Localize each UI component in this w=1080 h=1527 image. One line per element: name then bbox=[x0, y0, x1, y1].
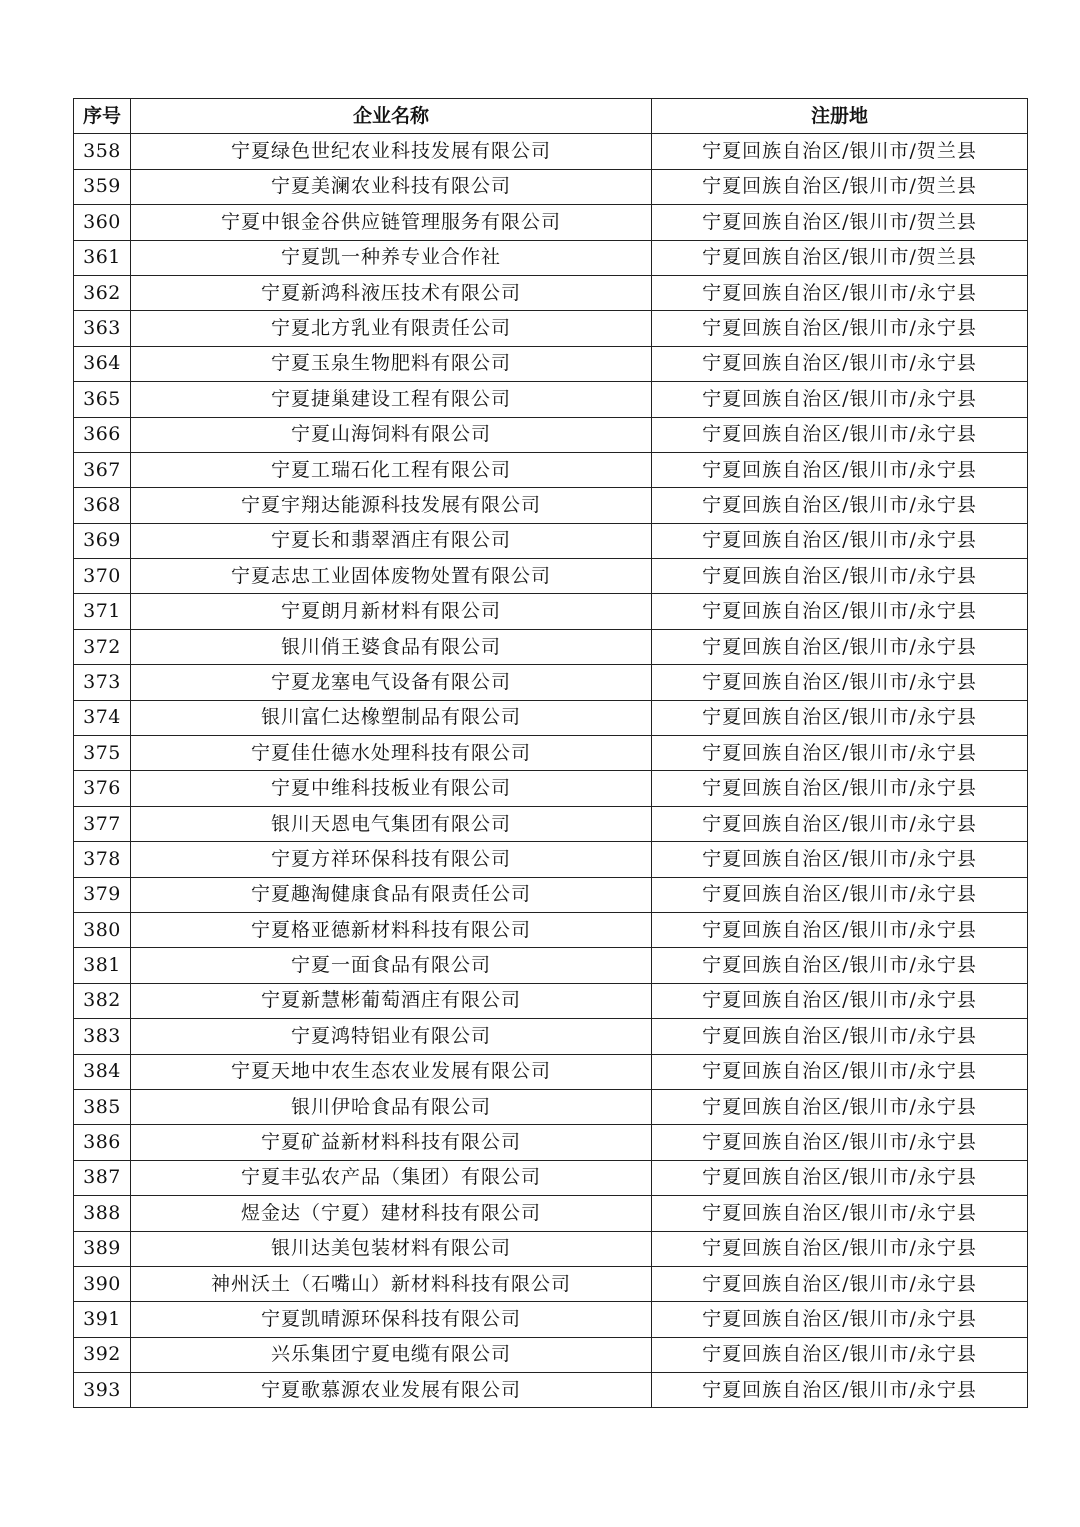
table-row bbox=[74, 346, 1028, 381]
table-row bbox=[74, 559, 1028, 594]
cell-enterprise-name: 宁夏美澜农业科技有限公司 bbox=[131, 169, 652, 204]
cell-enterprise-name: 宁夏工瑞石化工程有限公司 bbox=[131, 452, 652, 487]
cell-enterprise-name: 宁夏绿色世纪农业科技发展有限公司 bbox=[131, 134, 652, 169]
cell-registered-location: 宁夏回族自治区/银川市/永宁县 bbox=[652, 311, 1028, 346]
cell-serial-number: 387 bbox=[74, 1160, 131, 1195]
cell-registered-location: 宁夏回族自治区/银川市/永宁县 bbox=[652, 983, 1028, 1018]
table-row bbox=[74, 452, 1028, 487]
cell-enterprise-name: 宁夏矿益新材料科技有限公司 bbox=[131, 1125, 652, 1160]
cell-serial-number: 377 bbox=[74, 806, 131, 841]
cell-serial-number: 390 bbox=[74, 1266, 131, 1301]
table-row bbox=[74, 1302, 1028, 1337]
table-row bbox=[74, 1196, 1028, 1231]
cell-serial-number: 380 bbox=[74, 912, 131, 947]
cell-registered-location: 宁夏回族自治区/银川市/永宁县 bbox=[652, 736, 1028, 771]
cell-serial-number: 362 bbox=[74, 275, 131, 310]
cell-enterprise-name: 兴乐集团宁夏电缆有限公司 bbox=[131, 1337, 652, 1372]
cell-serial-number: 360 bbox=[74, 205, 131, 240]
cell-enterprise-name: 宁夏捷巢建设工程有限公司 bbox=[131, 382, 652, 417]
cell-enterprise-name: 银川天恩电气集团有限公司 bbox=[131, 806, 652, 841]
table-row bbox=[74, 205, 1028, 240]
table-row bbox=[74, 382, 1028, 417]
cell-serial-number: 365 bbox=[74, 382, 131, 417]
cell-serial-number: 370 bbox=[74, 559, 131, 594]
table-row bbox=[74, 665, 1028, 700]
cell-enterprise-name: 宁夏新慧彬葡萄酒庄有限公司 bbox=[131, 983, 652, 1018]
table-row bbox=[74, 1160, 1028, 1195]
table-row bbox=[74, 948, 1028, 983]
table-row bbox=[74, 1019, 1028, 1054]
cell-serial-number: 375 bbox=[74, 736, 131, 771]
cell-registered-location: 宁夏回族自治区/银川市/永宁县 bbox=[652, 877, 1028, 912]
cell-enterprise-name: 宁夏鸿特铝业有限公司 bbox=[131, 1019, 652, 1054]
cell-registered-location: 宁夏回族自治区/银川市/贺兰县 bbox=[652, 169, 1028, 204]
table-row bbox=[74, 523, 1028, 558]
table-row bbox=[74, 1089, 1028, 1124]
table-row bbox=[74, 1231, 1028, 1266]
cell-registered-location: 宁夏回族自治区/银川市/永宁县 bbox=[652, 452, 1028, 487]
cell-enterprise-name: 煜金达（宁夏）建材科技有限公司 bbox=[131, 1196, 652, 1231]
cell-registered-location: 宁夏回族自治区/银川市/永宁县 bbox=[652, 1125, 1028, 1160]
cell-enterprise-name: 神州沃土（石嘴山）新材料科技有限公司 bbox=[131, 1266, 652, 1301]
table-header-row bbox=[74, 99, 1028, 134]
cell-serial-number: 371 bbox=[74, 594, 131, 629]
cell-registered-location: 宁夏回族自治区/银川市/永宁县 bbox=[652, 346, 1028, 381]
cell-enterprise-name: 宁夏玉泉生物肥料有限公司 bbox=[131, 346, 652, 381]
table-row bbox=[74, 736, 1028, 771]
cell-serial-number: 382 bbox=[74, 983, 131, 1018]
cell-registered-location: 宁夏回族自治区/银川市/永宁县 bbox=[652, 806, 1028, 841]
cell-serial-number: 363 bbox=[74, 311, 131, 346]
cell-enterprise-name: 宁夏龙塞电气设备有限公司 bbox=[131, 665, 652, 700]
table-body bbox=[74, 134, 1028, 1408]
cell-registered-location: 宁夏回族自治区/银川市/永宁县 bbox=[652, 523, 1028, 558]
table-row bbox=[74, 983, 1028, 1018]
cell-serial-number: 374 bbox=[74, 700, 131, 735]
cell-enterprise-name: 宁夏天地中农生态农业发展有限公司 bbox=[131, 1054, 652, 1089]
cell-enterprise-name: 宁夏趣淘健康食品有限责任公司 bbox=[131, 877, 652, 912]
table-row bbox=[74, 629, 1028, 664]
cell-enterprise-name: 宁夏一面食品有限公司 bbox=[131, 948, 652, 983]
cell-registered-location: 宁夏回族自治区/银川市/永宁县 bbox=[652, 1089, 1028, 1124]
table-row bbox=[74, 488, 1028, 523]
table-row bbox=[74, 134, 1028, 169]
header-serial-number: 序号 bbox=[74, 99, 131, 134]
table-row bbox=[74, 1373, 1028, 1408]
cell-registered-location: 宁夏回族自治区/银川市/永宁县 bbox=[652, 1160, 1028, 1195]
cell-serial-number: 391 bbox=[74, 1302, 131, 1337]
table-row bbox=[74, 311, 1028, 346]
cell-registered-location: 宁夏回族自治区/银川市/永宁县 bbox=[652, 771, 1028, 806]
cell-registered-location: 宁夏回族自治区/银川市/永宁县 bbox=[652, 1302, 1028, 1337]
table-row bbox=[74, 1054, 1028, 1089]
cell-enterprise-name: 宁夏佳仕德水处理科技有限公司 bbox=[131, 736, 652, 771]
table-row bbox=[74, 806, 1028, 841]
enterprise-table bbox=[73, 98, 1028, 1408]
table-row bbox=[74, 594, 1028, 629]
cell-enterprise-name: 宁夏朗月新材料有限公司 bbox=[131, 594, 652, 629]
cell-enterprise-name: 宁夏志忠工业固体废物处置有限公司 bbox=[131, 559, 652, 594]
cell-registered-location: 宁夏回族自治区/银川市/永宁县 bbox=[652, 1196, 1028, 1231]
header-registered-location: 注册地 bbox=[652, 99, 1028, 134]
cell-enterprise-name: 宁夏歌慕源农业发展有限公司 bbox=[131, 1373, 652, 1408]
cell-registered-location: 宁夏回族自治区/银川市/永宁县 bbox=[652, 665, 1028, 700]
cell-serial-number: 385 bbox=[74, 1089, 131, 1124]
cell-serial-number: 392 bbox=[74, 1337, 131, 1372]
cell-registered-location: 宁夏回族自治区/银川市/永宁县 bbox=[652, 842, 1028, 877]
cell-serial-number: 383 bbox=[74, 1019, 131, 1054]
table-row bbox=[74, 1125, 1028, 1160]
cell-serial-number: 384 bbox=[74, 1054, 131, 1089]
cell-serial-number: 379 bbox=[74, 877, 131, 912]
header-enterprise-name: 企业名称 bbox=[131, 99, 652, 134]
cell-serial-number: 366 bbox=[74, 417, 131, 452]
cell-serial-number: 381 bbox=[74, 948, 131, 983]
cell-enterprise-name: 宁夏新鸿科液压技术有限公司 bbox=[131, 275, 652, 310]
cell-enterprise-name: 宁夏北方乳业有限责任公司 bbox=[131, 311, 652, 346]
cell-registered-location: 宁夏回族自治区/银川市/永宁县 bbox=[652, 1266, 1028, 1301]
cell-registered-location: 宁夏回族自治区/银川市/贺兰县 bbox=[652, 134, 1028, 169]
table-row bbox=[74, 169, 1028, 204]
cell-enterprise-name: 宁夏凯晴源环保科技有限公司 bbox=[131, 1302, 652, 1337]
table-row bbox=[74, 842, 1028, 877]
cell-serial-number: 373 bbox=[74, 665, 131, 700]
cell-serial-number: 372 bbox=[74, 629, 131, 664]
table-row bbox=[74, 417, 1028, 452]
cell-registered-location: 宁夏回族自治区/银川市/永宁县 bbox=[652, 382, 1028, 417]
table-row bbox=[74, 1337, 1028, 1372]
cell-enterprise-name: 宁夏山海饲料有限公司 bbox=[131, 417, 652, 452]
cell-enterprise-name: 宁夏丰弘农产品（集团）有限公司 bbox=[131, 1160, 652, 1195]
table-row bbox=[74, 275, 1028, 310]
cell-enterprise-name: 宁夏宇翔达能源科技发展有限公司 bbox=[131, 488, 652, 523]
cell-registered-location: 宁夏回族自治区/银川市/永宁县 bbox=[652, 488, 1028, 523]
cell-serial-number: 361 bbox=[74, 240, 131, 275]
cell-registered-location: 宁夏回族自治区/银川市/永宁县 bbox=[652, 1231, 1028, 1266]
cell-enterprise-name: 宁夏中维科技板业有限公司 bbox=[131, 771, 652, 806]
cell-enterprise-name: 银川富仁达橡塑制品有限公司 bbox=[131, 700, 652, 735]
cell-serial-number: 388 bbox=[74, 1196, 131, 1231]
cell-registered-location: 宁夏回族自治区/银川市/永宁县 bbox=[652, 559, 1028, 594]
cell-registered-location: 宁夏回族自治区/银川市/贺兰县 bbox=[652, 240, 1028, 275]
cell-serial-number: 393 bbox=[74, 1373, 131, 1408]
cell-serial-number: 358 bbox=[74, 134, 131, 169]
cell-serial-number: 386 bbox=[74, 1125, 131, 1160]
cell-enterprise-name: 宁夏凯一种养专业合作社 bbox=[131, 240, 652, 275]
cell-enterprise-name: 宁夏中银金谷供应链管理服务有限公司 bbox=[131, 205, 652, 240]
cell-serial-number: 389 bbox=[74, 1231, 131, 1266]
cell-registered-location: 宁夏回族自治区/银川市/贺兰县 bbox=[652, 205, 1028, 240]
table-row bbox=[74, 877, 1028, 912]
cell-registered-location: 宁夏回族自治区/银川市/永宁县 bbox=[652, 1373, 1028, 1408]
table-row bbox=[74, 240, 1028, 275]
cell-serial-number: 367 bbox=[74, 452, 131, 487]
table-row bbox=[74, 912, 1028, 947]
cell-enterprise-name: 银川俏王婆食品有限公司 bbox=[131, 629, 652, 664]
table-row bbox=[74, 771, 1028, 806]
cell-serial-number: 369 bbox=[74, 523, 131, 558]
cell-registered-location: 宁夏回族自治区/银川市/永宁县 bbox=[652, 1054, 1028, 1089]
cell-serial-number: 359 bbox=[74, 169, 131, 204]
cell-enterprise-name: 宁夏方祥环保科技有限公司 bbox=[131, 842, 652, 877]
cell-enterprise-name: 银川伊哈食品有限公司 bbox=[131, 1089, 652, 1124]
cell-enterprise-name: 银川达美包装材料有限公司 bbox=[131, 1231, 652, 1266]
cell-registered-location: 宁夏回族自治区/银川市/永宁县 bbox=[652, 948, 1028, 983]
cell-registered-location: 宁夏回族自治区/银川市/永宁县 bbox=[652, 629, 1028, 664]
cell-serial-number: 376 bbox=[74, 771, 131, 806]
cell-registered-location: 宁夏回族自治区/银川市/永宁县 bbox=[652, 1019, 1028, 1054]
cell-registered-location: 宁夏回族自治区/银川市/永宁县 bbox=[652, 594, 1028, 629]
cell-enterprise-name: 宁夏格亚德新材料科技有限公司 bbox=[131, 912, 652, 947]
cell-serial-number: 368 bbox=[74, 488, 131, 523]
cell-serial-number: 364 bbox=[74, 346, 131, 381]
table-row bbox=[74, 700, 1028, 735]
table-row bbox=[74, 1266, 1028, 1301]
cell-registered-location: 宁夏回族自治区/银川市/永宁县 bbox=[652, 912, 1028, 947]
cell-serial-number: 378 bbox=[74, 842, 131, 877]
cell-enterprise-name: 宁夏长和翡翠酒庄有限公司 bbox=[131, 523, 652, 558]
cell-registered-location: 宁夏回族自治区/银川市/永宁县 bbox=[652, 700, 1028, 735]
cell-registered-location: 宁夏回族自治区/银川市/永宁县 bbox=[652, 275, 1028, 310]
cell-registered-location: 宁夏回族自治区/银川市/永宁县 bbox=[652, 417, 1028, 452]
cell-registered-location: 宁夏回族自治区/银川市/永宁县 bbox=[652, 1337, 1028, 1372]
